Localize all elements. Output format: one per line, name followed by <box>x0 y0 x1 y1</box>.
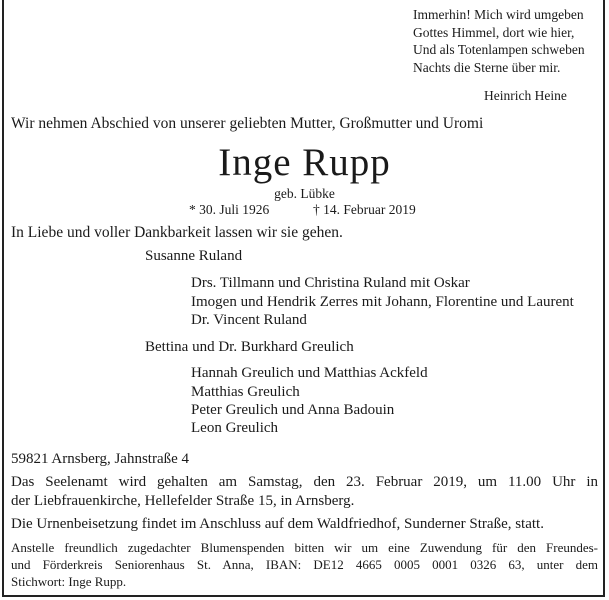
maiden-name: geb. Lübke <box>274 186 335 201</box>
family-member: Dr. Vincent Ruland <box>191 312 307 328</box>
poem-line: Und als Totenlampen schweben <box>413 42 585 57</box>
urn-burial-info: Die Urnenbeisetzung findet im Anschluss auf dem Waldfriedhof, Sunderner Straße, statt. <box>11 516 544 532</box>
birth-date: * 30. Juli 1926 <box>189 202 270 217</box>
family-member: Peter Greulich und Anna Badouin <box>191 402 395 418</box>
family-member: Imogen und Hendrik Zerres mit Johann, Florentine und Laurent <box>191 294 574 310</box>
donation-line: Stichwort: Inge Rupp. <box>11 574 127 589</box>
family-head: Susanne Ruland <box>145 248 243 264</box>
donation-info <box>11 539 598 590</box>
donation-line: Anstelle freundlich zugedachter Blumenspenden bitten wir um eine Zuwendung für den Freundes- <box>11 540 598 555</box>
poem-line: Gottes Himmel, dort wie hier, <box>413 24 575 40</box>
family-member: Drs. Tillmann und Christina Ruland mit Oskar <box>191 275 470 291</box>
address: 59821 Arnsberg, Jahnstraße 4 <box>11 451 190 467</box>
family-member: Matthias Greulich <box>191 384 300 400</box>
death-date: † 14. Februar 2019 <box>313 202 416 217</box>
family-member: Leon Greulich <box>191 420 279 436</box>
family-member: Hannah Greulich und Matthias Ackfeld <box>191 365 428 381</box>
intro-text: Wir nehmen Abschied von unserer geliebten Mutter, Großmutter und Uromi <box>11 115 484 132</box>
family-head: Bettina und Dr. Burkhard Greulich <box>145 339 354 355</box>
farewell-line: In Liebe und voller Dankbarkeit lassen wir sie gehen. <box>11 224 343 241</box>
requiem-line: der Liebfrauenkirche, Hellefelder Straße 15, in Arnsberg. <box>11 493 355 509</box>
poem-line: Immerhin! Mich wird umgeben <box>413 7 584 22</box>
poem <box>413 6 585 76</box>
requiem-info <box>11 473 598 511</box>
deceased-name: Inge Rupp <box>218 141 391 184</box>
requiem-line: Das Seelenamt wird gehalten am Samstag, den 23. Februar 2019, um 11.00 Uhr in <box>11 474 598 490</box>
poem-line: Nachts die Sterne über mir. <box>413 59 561 75</box>
donation-line: und Förderkreis Seniorenhaus St. Anna, IBAN: DE12 4665 0005 0001 0326 63, unter dem <box>11 557 598 572</box>
poem-author: Heinrich Heine <box>484 88 567 103</box>
